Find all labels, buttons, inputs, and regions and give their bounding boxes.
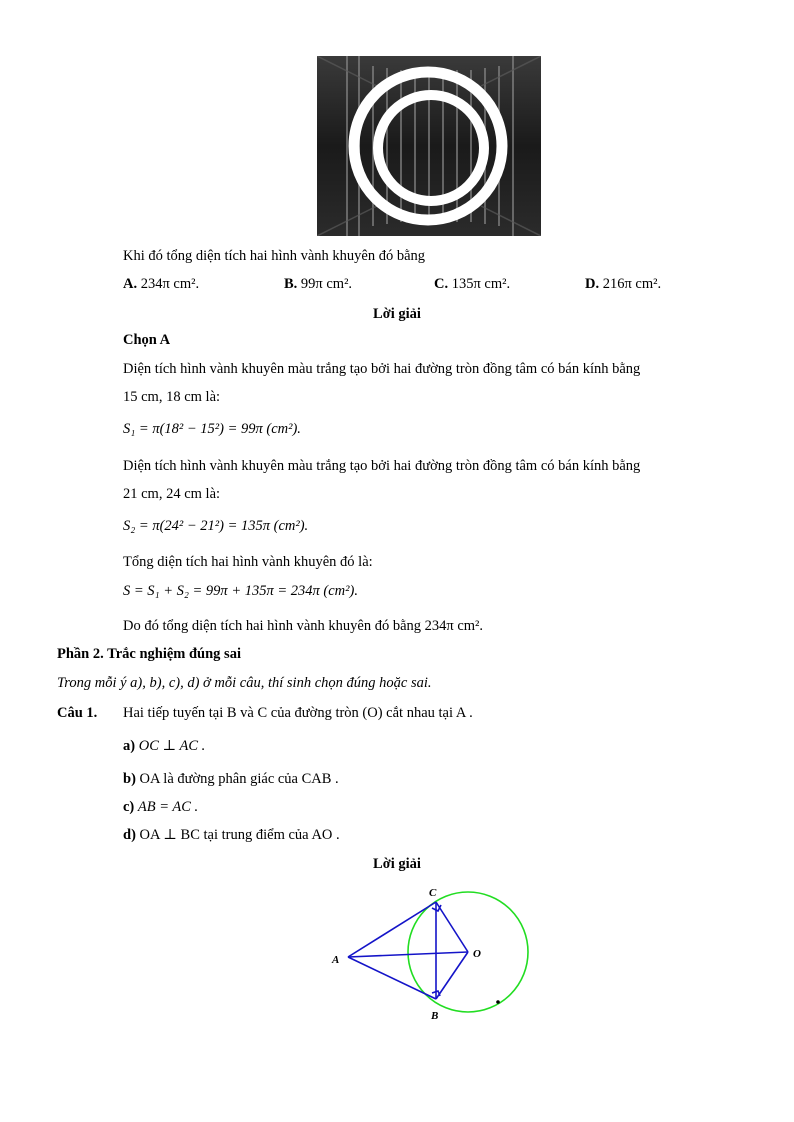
paragraph-3: Tổng diện tích hai hình vành khuyên đó là:	[123, 554, 373, 570]
statement-b	[123, 771, 339, 788]
label-c: C	[429, 887, 437, 899]
point-on-circle	[496, 1000, 500, 1004]
option-b-value: 99π cm².	[300, 276, 353, 292]
option-d-letter: D.	[585, 276, 600, 292]
option-c-value: 135π cm².	[451, 276, 511, 292]
option-b	[284, 276, 352, 293]
part2-heading: Phần 2. Trắc nghiệm đúng sai	[57, 646, 241, 662]
option-a	[123, 276, 199, 293]
option-b-letter: B.	[284, 276, 298, 292]
question-1-label: Câu 1.	[57, 705, 98, 721]
option-c-letter: C.	[434, 276, 449, 292]
option-d-value: 216π cm².	[602, 276, 662, 292]
segment-ob	[436, 952, 468, 999]
statement-c-label: c)	[123, 799, 135, 815]
statement-a-text: OC ⊥ AC .	[138, 738, 206, 754]
solution-heading-2: Lời giải	[373, 856, 421, 872]
part2-instruction: Trong mỗi ý a), b), c), d) ở mỗi câu, thí sinh chọn đúng hoặc sai.	[57, 675, 432, 691]
option-d	[585, 276, 661, 293]
tangent-figure	[330, 882, 540, 1022]
conclusion: Do đó tổng diện tích hai hình vành khuyên đó bằng 234π cm².	[123, 618, 484, 634]
rings-photo	[317, 56, 541, 236]
segment-ab	[348, 957, 436, 999]
formula-3: S = S₁ + S₂ = 99π + 135π = 234π (cm²).	[123, 583, 358, 599]
solution-heading: Lời giải	[373, 306, 421, 322]
statement-d-label: d)	[123, 827, 136, 843]
label-o: O	[473, 948, 481, 960]
formula-1: S₁ = π(18² − 15²) = 99π (cm²).	[123, 421, 301, 437]
paragraph-1: Diện tích hình vành khuyên màu trắng tạo bởi hai đường tròn đồng tâm có bán kính bằng	[123, 361, 641, 377]
option-a-value: 234π cm².	[140, 276, 200, 292]
statement-a	[123, 738, 205, 755]
question-1-text: Hai tiếp tuyến tại B và C của đường tròn (O) cắt nhau tại A .	[123, 705, 473, 721]
statement-b-label: b)	[123, 771, 136, 787]
label-b: B	[431, 1010, 439, 1022]
formula-2: S₂ = π(24² − 21²) = 135π (cm²).	[123, 518, 309, 534]
choice-line: Chọn A	[123, 332, 171, 348]
segment-oc	[436, 902, 468, 952]
question-intro: Khi đó tổng diện tích hai hình vành khuyên đó bằng	[123, 248, 426, 264]
segment-ac	[348, 902, 436, 957]
statement-a-label: a)	[123, 738, 136, 754]
rings-illustration	[317, 56, 541, 236]
statement-c	[123, 799, 198, 816]
option-a-letter: A.	[123, 276, 138, 292]
radii-1: 15 cm, 18 cm là:	[123, 389, 221, 405]
statement-d-text: OA ⊥ BC tại trung điểm của AO .	[139, 827, 340, 843]
statement-b-text: OA là đường phân giác của CAB .	[139, 771, 339, 787]
statement-d	[123, 827, 340, 844]
option-c	[434, 276, 510, 293]
label-a: A	[332, 954, 340, 966]
radii-2: 21 cm, 24 cm là:	[123, 486, 221, 502]
paragraph-2: Diện tích hình vành khuyên màu trắng tạo bởi hai đường tròn đồng tâm có bán kính bằng	[123, 458, 641, 474]
statement-c-text: AB = AC .	[137, 799, 199, 815]
